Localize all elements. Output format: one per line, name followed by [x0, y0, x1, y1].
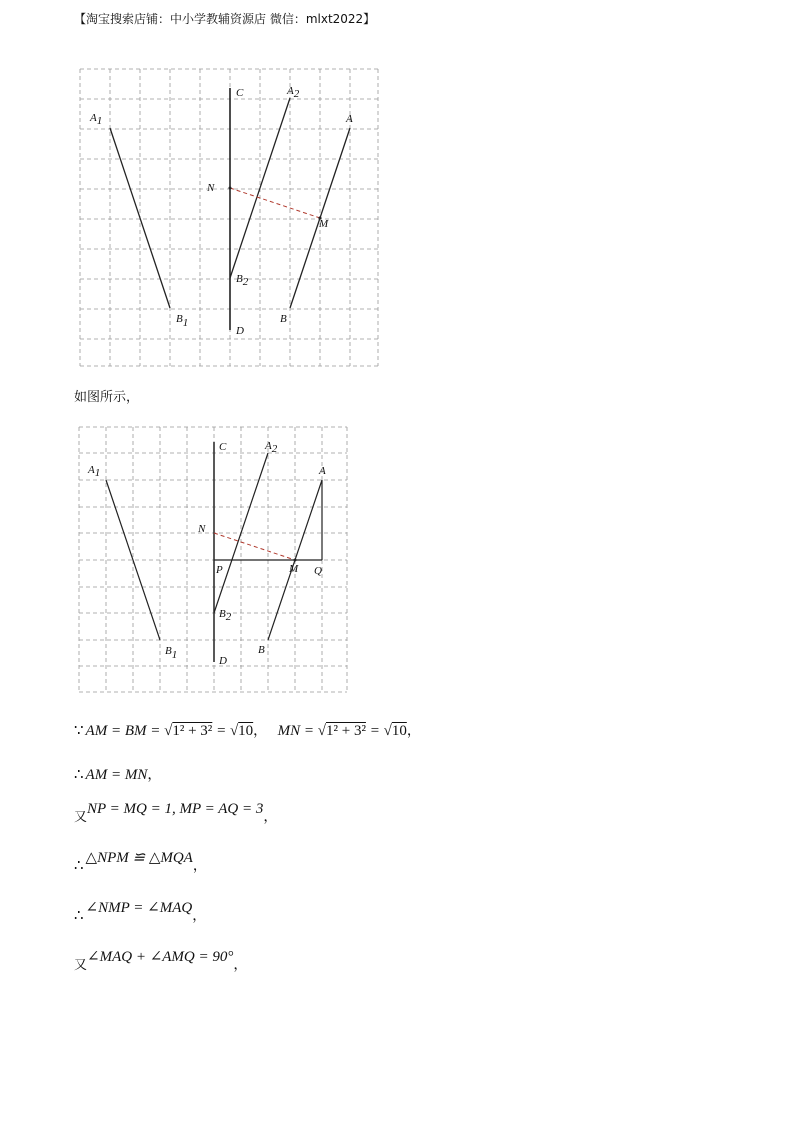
label-b: B — [280, 313, 287, 325]
solution-line-6: 又∠MAQ + ∠AMQ = 90°， — [74, 949, 248, 973]
grid — [80, 69, 378, 366]
solution-line-5: ∴ ∠NMP = ∠MAQ， — [74, 900, 207, 924]
label-d: D — [219, 655, 227, 667]
solution-line-4: ∴ △NPM ≌ △MQA， — [74, 850, 207, 874]
label-b: B — [258, 644, 265, 656]
point-m — [294, 559, 297, 562]
label-a1: A1 — [88, 464, 101, 479]
figure-1-svg — [78, 66, 383, 371]
point-n — [229, 187, 232, 190]
label-a1: A1 — [90, 112, 103, 127]
figure-2 — [77, 424, 351, 696]
label-n: N — [198, 523, 206, 535]
figure-1 — [78, 66, 383, 371]
label-a: A — [346, 113, 353, 125]
label-a2: A2 — [265, 440, 278, 455]
segment-nm — [214, 533, 295, 560]
label-m: M — [289, 563, 299, 575]
label-m: M — [319, 218, 329, 230]
label-a2: A2 — [287, 85, 300, 100]
page-header: 【淘宝搜索店铺：中小学教辅资源店 微信：mlxt2022】 — [74, 12, 376, 26]
sqrt-expression-1: √1² + 3² — [164, 723, 213, 739]
label-d: D — [236, 325, 244, 337]
solution-line-1: ∵ AM = BM = √1² + 3² = √10， MN = √1² + 3² = √10， — [74, 721, 421, 739]
label-c: C — [219, 441, 227, 453]
label-b2: B2 — [219, 608, 232, 623]
label-a: A — [319, 465, 326, 477]
caption: 如图所示， — [74, 390, 140, 405]
label-n: N — [207, 182, 215, 194]
solution-line-3: 又NP = MQ = 1, MP = AQ = 3， — [74, 801, 278, 825]
solution-line-2: ∴ AM = MN， — [74, 765, 162, 783]
eq-am-bm: AM = BM = √1² + 3² = √10 — [85, 723, 254, 739]
figure-2-svg — [77, 424, 351, 696]
label-q: Q — [314, 565, 322, 577]
label-b1: B1 — [176, 313, 189, 329]
label-b2: B2 — [236, 273, 249, 288]
eq-mn: MN = √1² + 3² = √10 — [277, 723, 407, 739]
label-p: P — [216, 564, 223, 576]
label-b1: B1 — [165, 645, 178, 661]
segment-nm — [230, 188, 320, 218]
label-c: C — [236, 87, 244, 99]
